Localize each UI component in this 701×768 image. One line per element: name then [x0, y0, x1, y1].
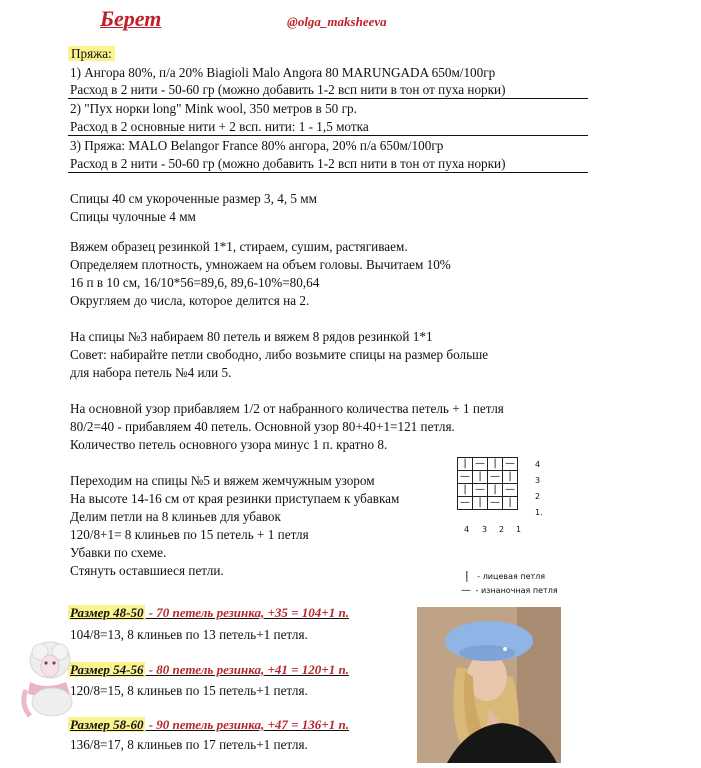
- chart-cell: |: [458, 458, 473, 471]
- yarn-heading: [68, 45, 115, 62]
- chart-row: [458, 484, 518, 497]
- chart-cell: |: [473, 471, 488, 484]
- pattern-line-5: Убавки по схеме.: [70, 545, 167, 560]
- chart-col-number: 2: [499, 525, 505, 534]
- divider: [68, 135, 588, 136]
- chart-row-number: 2: [535, 492, 541, 501]
- size-details: - 70 петель резинка, +35 = 104+1 п.: [145, 605, 349, 620]
- size-calc-58-60: 136/8=17, 8 клиньев по 17 петель+1 петля.: [70, 737, 308, 752]
- chart-col-number: 4: [464, 525, 470, 534]
- chart-col-number: 1: [516, 525, 522, 534]
- chart-row-number: 4: [535, 460, 541, 469]
- chart-cell: —: [488, 471, 503, 484]
- woman-in-beret-image: [417, 607, 561, 763]
- chart-cell: |: [503, 497, 518, 510]
- cast-on-line-2: Совет: набирайте петли свободно, либо возьмите спицы на размер больше: [70, 347, 489, 362]
- chart-row-number: 1.: [535, 508, 543, 517]
- pattern-line-4: 120/8+1= 8 клиньев по 15 петель + 1 петля: [70, 527, 309, 542]
- divider: [68, 98, 588, 99]
- yarn-line-2: Расход в 2 нити - 50-60 гр (можно добавить 1-2 всп нити в тон от пуха норки): [70, 82, 506, 97]
- pattern-line-1: Переходим на спицы №5 и вяжем жемчужным узором: [70, 473, 375, 488]
- increase-line-3: Количество петель основного узора минус 1 п. кратно 8.: [70, 437, 388, 452]
- gauge-line-4: Округляем до числа, которое делится на 2.: [70, 293, 310, 308]
- size-calc-54-56: 120/8=15, 8 клиньев по 15 петель+1 петля.: [70, 683, 308, 698]
- sheep-logo: [16, 630, 80, 722]
- author-handle: @olga_maksheeva: [287, 14, 387, 29]
- divider: [68, 172, 588, 173]
- legend-knit-label: - лицевая петля: [477, 572, 546, 581]
- knit-stitch-icon: |: [465, 569, 469, 582]
- purl-stitch-icon: —: [461, 585, 471, 596]
- increase-line-1: На основной узор прибавляем 1/2 от набранного количества петель + 1 петля: [70, 401, 504, 416]
- beret-photo: [417, 607, 561, 763]
- chart-row-number: 3: [535, 476, 541, 485]
- pattern-line-2: На высоте 14-16 см от края резинки приступаем к убавкам: [70, 491, 400, 506]
- chart-cell: —: [458, 497, 473, 510]
- yarn-line-1: 1) Ангора 80%, п/а 20% Biagioli Malo Angora 80 MARUNGADA 650м/100гр: [70, 65, 496, 80]
- yarn-line-5: 3) Пряжа: MALO Belangor France 80% ангора, 20% п/а 650м/100гр: [70, 138, 444, 153]
- size-label: Размер 48-50: [70, 605, 144, 620]
- size-details: - 80 петель резинка, +41 = 120+1 п.: [145, 662, 349, 677]
- chart-col-number: 3: [482, 525, 488, 534]
- chart-cell: —: [458, 471, 473, 484]
- cast-on-line-3: для набора петель №4 или 5.: [70, 365, 232, 380]
- chart-cell: —: [473, 458, 488, 471]
- cast-on-line-1: На спицы №3 набираем 80 петель и вяжем 8 рядов резинкой 1*1: [70, 329, 433, 344]
- gauge-line-2: Определяем плотность, умножаем на объем головы. Вычитаем 10%: [70, 257, 451, 272]
- chart-cell: —: [488, 497, 503, 510]
- yarn-line-3: 2) "Пух норки long" Mink wool, 350 метров в 50 гр.: [70, 101, 357, 116]
- chart-grid: [457, 457, 518, 510]
- yarn-heading-text: Пряжа:: [68, 46, 115, 61]
- increase-line-2: 80/2=40 - прибавляем 40 петель. Основной узор 80+40+1=121 петля.: [70, 419, 455, 434]
- size-details: - 90 петель резинка, +47 = 136+1 п.: [145, 717, 349, 732]
- chart-cell: |: [488, 458, 503, 471]
- size-heading-54-56: [68, 662, 349, 678]
- needles-line-1: Спицы 40 см укороченные размер 3, 4, 5 мм: [70, 191, 318, 206]
- yarn-line-6: Расход в 2 нити - 50-60 гр (можно добавить 1-2 всп нити в тон от пуха норки): [70, 156, 506, 171]
- chart-row: [458, 471, 518, 484]
- size-heading-58-60: [68, 717, 349, 733]
- pattern-line-3: Делим петли на 8 клиньев для убавок: [70, 509, 281, 524]
- yarn-line-4: Расход в 2 основные нити + 2 всп. нити: 1 - 1,5 мотка: [70, 119, 369, 134]
- chart-cell: |: [473, 497, 488, 510]
- knitting-chart: [457, 457, 543, 534]
- legend-purl: [461, 585, 558, 596]
- chart-cell: —: [503, 484, 518, 497]
- chart-row: [458, 497, 518, 510]
- size-calc-48-50: 104/8=13, 8 клиньев по 13 петель+1 петля.: [70, 627, 308, 642]
- size-label: Размер 54-56: [70, 662, 144, 677]
- chart-cell: —: [503, 458, 518, 471]
- chart-row: [458, 458, 518, 471]
- gauge-line-3: 16 п в 10 см, 16/10*56=89,6, 89,6-10%=80,64: [70, 275, 320, 290]
- sheep-icon: [16, 630, 80, 722]
- page-title: Берет: [100, 6, 162, 31]
- size-heading-48-50: [68, 605, 349, 621]
- chart-cell: |: [458, 484, 473, 497]
- needles-line-2: Спицы чулочные 4 мм: [70, 209, 196, 224]
- legend-purl-label: - изнаночная петля: [475, 586, 558, 595]
- size-label: Размер 58-60: [70, 717, 144, 732]
- pattern-line-6: Стянуть оставшиеся петли.: [70, 563, 224, 578]
- chart-cell: |: [488, 484, 503, 497]
- legend-knit: [465, 569, 545, 582]
- gauge-line-1: Вяжем образец резинкой 1*1, стираем, сушим, растягиваем.: [70, 239, 408, 254]
- chart-cell: |: [503, 471, 518, 484]
- chart-cell: —: [473, 484, 488, 497]
